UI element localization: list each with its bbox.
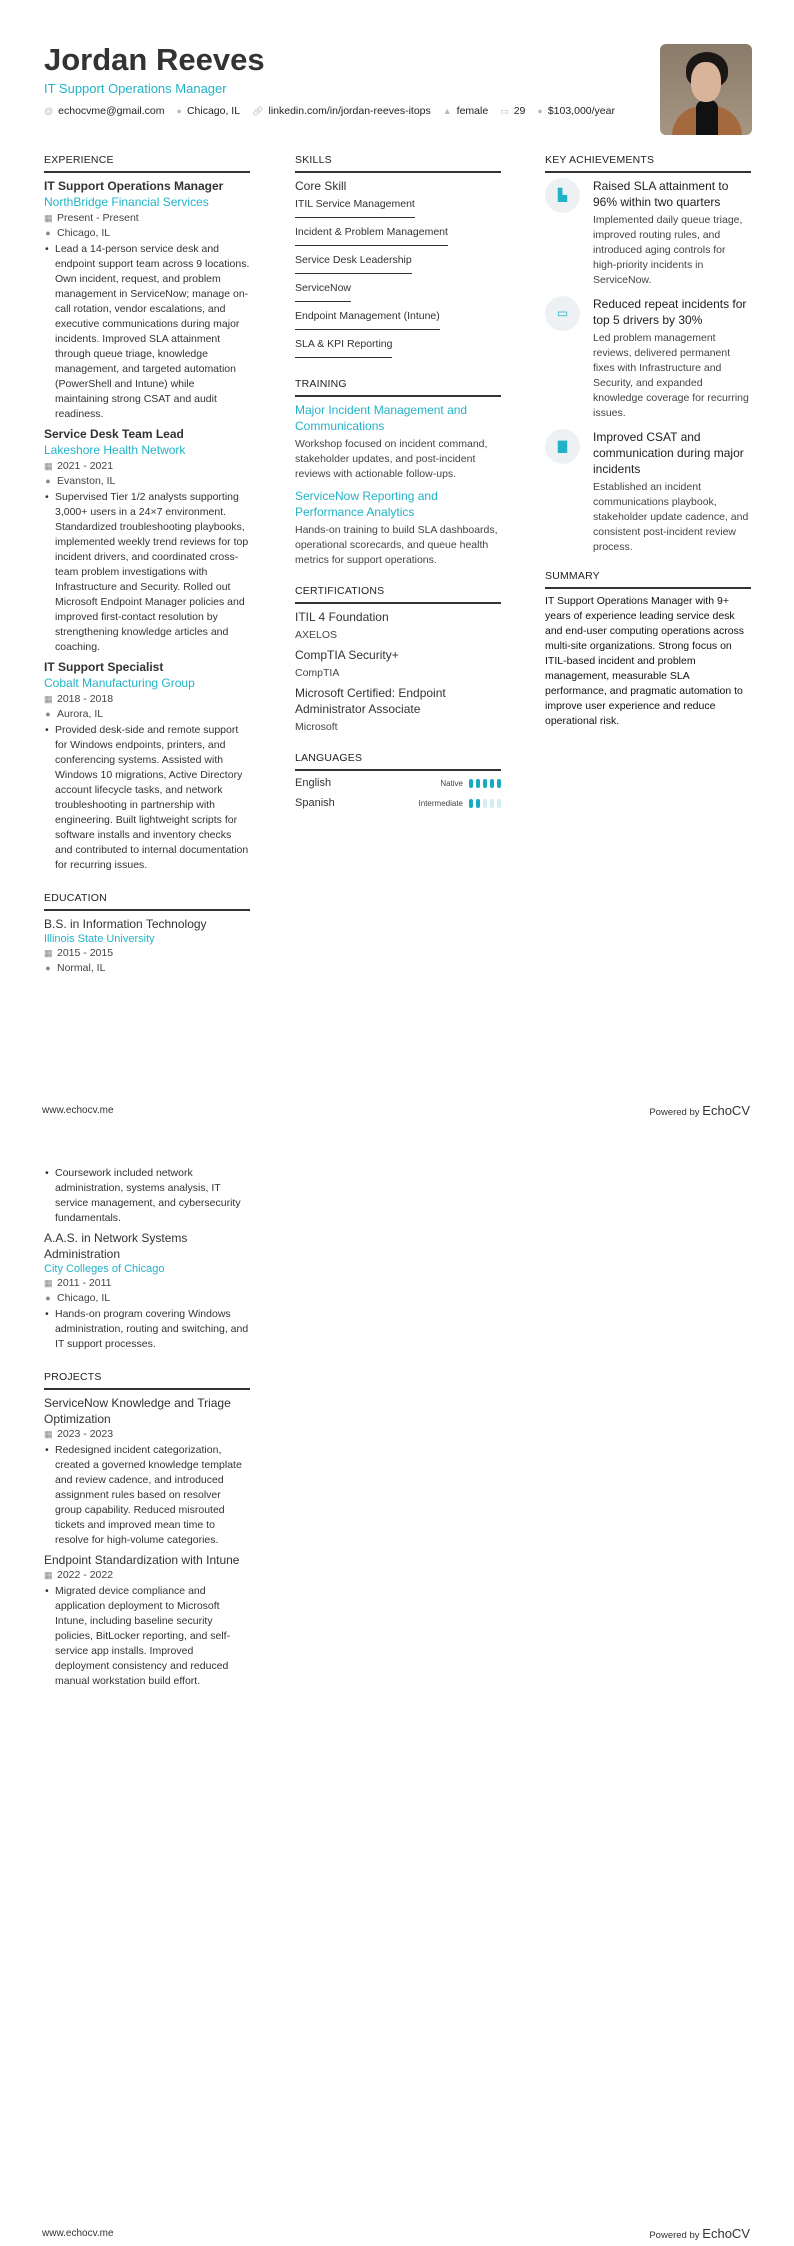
footer-site-link[interactable]: www.echocv.me [42, 2228, 114, 2239]
rating-dot [483, 799, 487, 808]
location-icon: ● [45, 476, 51, 486]
bullet: • Hands-on program covering Windows administration, routing and switching, and IT support processes. [55, 1307, 250, 1352]
section-achievements-heading: KEY ACHIEVEMENTS [545, 153, 751, 173]
dates-text: Present - Present [57, 212, 139, 224]
project-item [44, 1552, 250, 1689]
left-column-continued [44, 1165, 250, 1689]
language-name: Spanish [295, 797, 335, 809]
summary-text: IT Support Operations Manager with 9+ years of experience leading service desk and end-user computing operations across multi-site organizations. Strong focus on ITIL-based incident and problem management, measurable SLA performance, and pragmatic automation to improve user experience and reduce operational risk. [545, 595, 745, 727]
money-icon: ● [537, 106, 543, 116]
location [44, 707, 250, 722]
project-name: Endpoint Standardization with Intune [44, 1553, 240, 1567]
education-item [44, 916, 250, 976]
battery-icon: ▭ [545, 296, 580, 331]
header [44, 42, 644, 119]
footer-site-link[interactable]: www.echocv.me [42, 1105, 114, 1116]
skills-group-heading: Core Skill [295, 179, 347, 193]
section-training-heading: TRAINING [295, 377, 501, 397]
bullet: • Coursework included network administration, systems analysis, IT service management, and cybersecurity fundamentals. [55, 1166, 250, 1226]
experience-item [44, 426, 250, 655]
dates [44, 946, 250, 961]
section-certifications-heading: CERTIFICATIONS [295, 584, 501, 604]
footer-brand[interactable]: EchoCV [702, 1103, 750, 1118]
skill-list [295, 197, 501, 365]
link-icon: 🔗︎ [252, 106, 264, 116]
skill-item: ITIL Service Management [295, 197, 415, 218]
location-text: Evanston, IL [57, 475, 116, 487]
contact-text: $103,000/year [547, 105, 615, 117]
calendar-icon: ▦ [44, 461, 53, 471]
achievement-title: Raised SLA attainment to 96% within two quarters [593, 179, 729, 209]
location-icon: ● [45, 228, 51, 238]
skill-item: Service Desk Leadership [295, 253, 412, 274]
rating-dot [497, 779, 501, 788]
achievement-desc: Led problem management reviews, delivered permanent fixes with Infrastructure and Security, and expanded knowledge coverage for recurring issues. [593, 332, 749, 419]
chart-icon: ▇ [545, 429, 580, 464]
page-2 [0, 1123, 794, 2246]
dates [44, 459, 250, 474]
cert-issuer: CompTIA [295, 667, 340, 679]
footer-powered: Powered by [649, 1107, 700, 1118]
company: Cobalt Manufacturing Group [44, 676, 195, 690]
location [44, 1291, 250, 1306]
rating-dot [469, 779, 473, 788]
language-item [295, 776, 501, 791]
calendar-icon: ▦ [44, 1570, 53, 1580]
left-column [44, 153, 250, 976]
person-icon: ▲ [442, 106, 452, 116]
rating-dot [483, 779, 487, 788]
calendar-icon: ▭ [500, 106, 509, 116]
bullet: • Lead a 14-person service desk and endpoint support team across 9 locations. Own incident, request, and problem management in ServiceNow; manage on-call rotation, vendor escalations, and executive communications during major incidents. Improved SLA attainment through queue triage, knowledge management, and targeted automation (PowerShell and Intune) while maintaining strong CSAT and audit readiness. [55, 242, 250, 422]
bullet: • Provided desk-side and remote support for Windows endpoints, printers, and conferencing systems. Assisted with Windows 10 migrations, Active Directory account lifecycle tasks, and network troubleshooting in partnership with engineering. Built lightweight scripts for software installs and inventory checks and contributed to internal documentation for recurring issues. [55, 723, 250, 873]
dates [44, 692, 250, 707]
section-summary-heading: SUMMARY [545, 569, 751, 589]
section-education-heading: EDUCATION [44, 891, 250, 911]
location-icon: ● [45, 709, 51, 719]
rating-dot [490, 779, 494, 788]
document-check-icon: ▙ [545, 178, 580, 213]
project-item [44, 1395, 250, 1548]
company: NorthBridge Financial Services [44, 195, 209, 209]
dates [44, 1568, 250, 1583]
section-skills-heading: SKILLS [295, 153, 501, 173]
school: Illinois State University [44, 933, 155, 945]
cert-name: ITIL 4 Foundation [295, 610, 389, 624]
contact-text: female [456, 105, 489, 117]
school: City Colleges of Chicago [44, 1263, 165, 1275]
location [44, 961, 250, 976]
job-title: IT Support Operations Manager [44, 179, 224, 193]
candidate-title: IT Support Operations Manager [44, 81, 227, 96]
rating-dot [490, 799, 494, 808]
at-icon: @ [44, 106, 54, 116]
language-rating [469, 799, 501, 808]
dates-text: 2011 - 2011 [57, 1277, 112, 1289]
degree: A.A.S. in Network Systems Administration [44, 1231, 188, 1261]
location-icon: ● [176, 106, 182, 116]
achievement-item [545, 296, 751, 421]
cert-name: Microsoft Certified: Endpoint Administrator Associate [295, 686, 446, 716]
dates-text: 2021 - 2021 [57, 460, 114, 472]
cert-issuer: AXELOS [295, 629, 338, 641]
achievement-item [545, 429, 751, 555]
contact-list [44, 104, 644, 119]
skill-item: ServiceNow [295, 281, 351, 302]
experience-item [44, 659, 250, 873]
skill-item: Endpoint Management (Intune) [295, 309, 440, 330]
job-title: Service Desk Team Lead [44, 427, 184, 441]
contact-text: 29 [513, 105, 526, 117]
dates [44, 211, 250, 226]
contact-text: Chicago, IL [186, 105, 241, 117]
location-text: Normal, IL [57, 962, 106, 974]
right-column [545, 153, 751, 729]
contact-age [500, 104, 525, 119]
calendar-icon: ▦ [44, 1278, 53, 1288]
contact-location [177, 104, 241, 119]
achievement-desc: Established an incident communications playbook, stakeholder update cadence, and consistent post-incident review process. [593, 481, 749, 553]
footer [42, 1103, 750, 1120]
section-experience-heading: EXPERIENCE [44, 153, 250, 173]
footer-powered: Powered by [649, 2230, 700, 2241]
contact-gender [443, 104, 488, 119]
candidate-name: Jordan Reeves [44, 42, 265, 77]
location [44, 226, 250, 241]
job-title: IT Support Specialist [44, 660, 164, 674]
language-level: Native [440, 779, 463, 788]
dates [44, 1276, 250, 1291]
training-title: ServiceNow Reporting and Performance Analytics [295, 489, 438, 519]
education-item [44, 1230, 250, 1352]
training-desc: Workshop focused on incident command, stakeholder updates, and post-incident reviews with actionable follow-ups. [295, 438, 488, 480]
language-item [295, 796, 501, 811]
contact-linkedin[interactable] [252, 104, 431, 119]
location [44, 474, 250, 489]
contact-text: echocvme@gmail.com [58, 105, 165, 117]
bullet: • Supervised Tier 1/2 analysts supporting 3,000+ users in a 24×7 environment. Standardized troubleshooting playbooks, implemented weekly trend reviews for top incident drivers, and coordinated cross-team problem investigations with Infrastructure and Security. Rolled out Microsoft Endpoint Manager policies and improved first-contact resolution by strengthening knowledge articles and coaching. [55, 490, 250, 655]
achievement-title: Improved CSAT and communication during major incidents [593, 430, 744, 476]
cert-issuer: Microsoft [295, 721, 338, 733]
calendar-icon: ▦ [44, 694, 53, 704]
training-desc: Hands-on training to build SLA dashboards, operational scorecards, and queue health metrics for support operations. [295, 524, 498, 566]
section-languages-heading: LANGUAGES [295, 751, 501, 771]
company: Lakeshore Health Network [44, 443, 186, 457]
dates-text: 2022 - 2022 [57, 1569, 114, 1581]
cert-name: CompTIA Security+ [295, 648, 399, 662]
achievement-item [545, 178, 751, 288]
location-text: Chicago, IL [57, 1292, 111, 1304]
location-text: Aurora, IL [57, 708, 104, 720]
experience-item [44, 178, 250, 422]
footer-brand[interactable]: EchoCV [702, 2226, 750, 2241]
footer [42, 2226, 750, 2243]
dates [44, 1427, 250, 1442]
dates-text: 2015 - 2015 [57, 947, 114, 959]
dates-text: 2023 - 2023 [57, 1428, 114, 1440]
language-rating [469, 779, 501, 788]
calendar-icon: ▦ [44, 948, 53, 958]
contact-salary [537, 104, 615, 119]
contact-text: linkedin.com/in/jordan-reeves-itops [268, 105, 431, 117]
language-name: English [295, 777, 332, 789]
location-icon: ● [45, 1293, 51, 1303]
bullet: • Migrated device compliance and application deployment to Microsoft Intune, including baseline security policies, BitLocker reporting, and self-service app installs. Improved deployment consistency and reduced manual workstation build effort. [55, 1584, 250, 1689]
skill-item: SLA & KPI Reporting [295, 337, 392, 358]
project-name: ServiceNow Knowledge and Triage Optimization [44, 1396, 231, 1426]
language-level: Intermediate [418, 799, 463, 808]
contact-email[interactable] [44, 104, 165, 119]
bullet: • Redesigned incident categorization, created a governed knowledge template and review cadence, and introduced assignment rules based on resolver group capability. Reduced misrouted tickets and improved mean time to resolve for high-volume categories. [55, 1443, 250, 1548]
achievement-desc: Implemented daily queue triage, improved routing rules, and introduced aging controls for high-priority incidents in ServiceNow. [593, 214, 743, 286]
calendar-icon: ▦ [44, 1429, 53, 1439]
location-icon: ● [45, 963, 51, 973]
skill-item: Incident & Problem Management [295, 225, 448, 246]
rating-dot [476, 779, 480, 788]
training-title: Major Incident Management and Communications [295, 403, 468, 433]
rating-dot [497, 799, 501, 808]
degree: B.S. in Information Technology [44, 917, 207, 931]
rating-dot [476, 799, 480, 808]
calendar-icon: ▦ [44, 213, 53, 223]
achievement-title: Reduced repeat incidents for top 5 drivers by 30% [593, 297, 747, 327]
rating-dot [469, 799, 473, 808]
profile-photo [660, 44, 752, 135]
section-projects-heading: PROJECTS [44, 1370, 250, 1390]
location-text: Chicago, IL [57, 227, 111, 239]
middle-column [295, 153, 501, 816]
dates-text: 2018 - 2018 [57, 693, 114, 705]
